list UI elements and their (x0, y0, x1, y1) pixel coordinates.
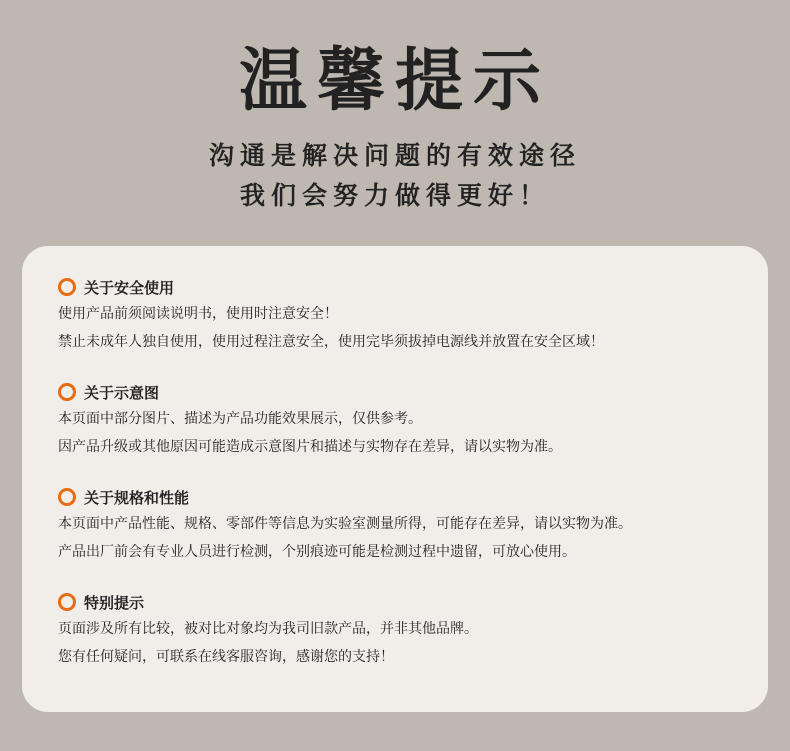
section-text-line: 您有任何疑问，可联系在线客服咨询，感谢您的支持！ (58, 649, 394, 665)
section-header (58, 484, 758, 510)
section-text-line: 本页面中产品性能、规格、零部件等信息为实验室测量所得，可能存在差异，请以实物为准。 (58, 516, 632, 532)
section-specs (58, 484, 758, 566)
section-text-line: 本页面中部分图片、描述为产品功能效果展示，仅供参考。 (58, 411, 422, 427)
circle-icon (58, 383, 76, 401)
section-text-line: 使用产品前须阅读说明书，使用时注意安全！ (58, 306, 338, 322)
section-title: 关于规格和性能 (84, 488, 190, 507)
section-text-line: 产品出厂前会有专业人员进行检测，个别痕迹可能是检测过程中遗留，可放心使用。 (58, 544, 576, 560)
section-illustration (58, 379, 758, 461)
section-header (58, 274, 758, 300)
section-title: 关于示意图 (84, 383, 160, 402)
subtitle-line-2: 我们会努力做得更好！ (239, 181, 550, 210)
section-special-note (58, 589, 758, 671)
notice-card (22, 246, 768, 712)
section-text-line: 因产品升级或其他原因可能造成示意图片和描述与实物存在差异，请以实物为准。 (58, 439, 562, 455)
section-text-line: 页面涉及所有比较，被对比对象均为我司旧款产品，并非其他品牌。 (58, 621, 478, 637)
page-title: 温馨提示 (238, 42, 551, 121)
subtitle-line-1: 沟通是解决问题的有效途径 (208, 141, 581, 170)
section-header (58, 589, 758, 615)
section-safety (58, 274, 758, 356)
circle-icon (58, 593, 76, 611)
section-title: 特别提示 (84, 593, 145, 612)
circle-icon (58, 278, 76, 296)
section-title: 关于安全使用 (84, 278, 175, 297)
section-header (58, 379, 758, 405)
section-text-line: 禁止未成年人独自使用，使用过程注意安全，使用完毕须拔掉电源线并放置在安全区域！ (58, 334, 604, 350)
circle-icon (58, 488, 76, 506)
